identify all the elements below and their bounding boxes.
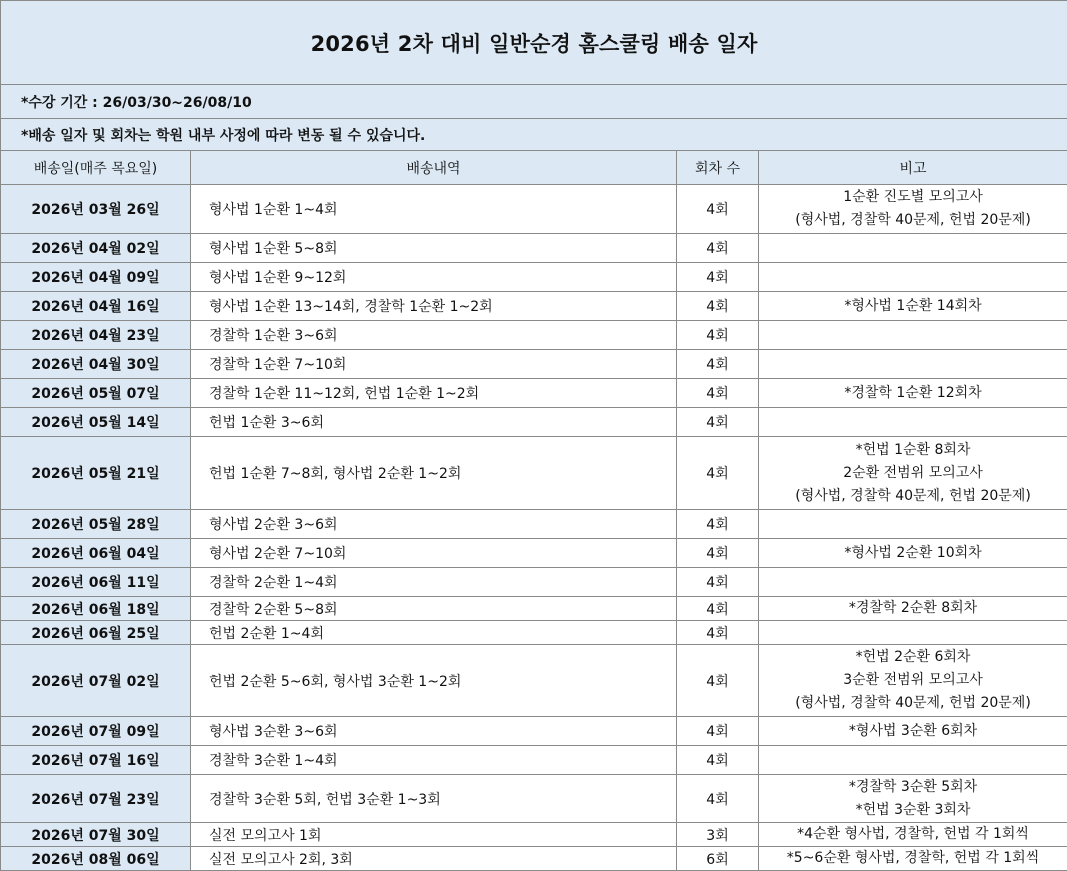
delivery-date: 2026년 03월 26일: [1, 185, 191, 234]
session-count: 4회: [677, 437, 759, 510]
change-notice-note: *배송 일자 및 회차는 학원 내부 사정에 따라 변동 될 수 있습니다.: [1, 119, 1067, 151]
delivery-content: 헌법 2순환 1~4회: [191, 621, 677, 645]
remark-line: *형사법 3순환 6회차: [759, 720, 1067, 743]
remarks-cell: [759, 350, 1067, 379]
remark-line: 3순환 전범위 모의고사: [759, 669, 1067, 692]
table-row: [1, 568, 1067, 597]
table-row: [1, 263, 1067, 292]
remarks-cell: [759, 847, 1067, 871]
session-count: 4회: [677, 263, 759, 292]
delivery-date: 2026년 07월 23일: [1, 775, 191, 823]
delivery-content: 형사법 1순환 9~12회: [191, 263, 677, 292]
table-row: [1, 823, 1067, 847]
table-row: [1, 234, 1067, 263]
delivery-date: 2026년 04월 09일: [1, 263, 191, 292]
table-row: [1, 717, 1067, 746]
delivery-date: 2026년 06월 25일: [1, 621, 191, 645]
column-header-content: 배송내역: [191, 151, 677, 185]
delivery-content: 경찰학 1순환 11~12회, 헌법 1순환 1~2회: [191, 379, 677, 408]
remarks-cell: [759, 775, 1067, 823]
table-row: [1, 539, 1067, 568]
delivery-content: 형사법 1순환 1~4회: [191, 185, 677, 234]
remarks-cell: [759, 823, 1067, 847]
title-row: [1, 1, 1067, 85]
remark-line: *경찰학 3순환 5회차: [759, 776, 1067, 799]
remarks-cell: [759, 437, 1067, 510]
delivery-content: 경찰학 3순환 5회, 헌법 3순환 1~3회: [191, 775, 677, 823]
remark-line: (형사법, 경찰학 40문제, 헌법 20문제): [759, 209, 1067, 232]
remarks-cell: [759, 321, 1067, 350]
remarks-cell: [759, 510, 1067, 539]
session-count: 4회: [677, 185, 759, 234]
session-count: 4회: [677, 597, 759, 621]
session-count: 4회: [677, 645, 759, 717]
column-header-remarks: 비고: [759, 151, 1067, 185]
delivery-content: 헌법 1순환 7~8회, 형사법 2순환 1~2회: [191, 437, 677, 510]
remark-line: *4순환 형사법, 경찰학, 헌법 각 1회씩: [759, 823, 1067, 846]
delivery-content: 경찰학 1순환 3~6회: [191, 321, 677, 350]
session-count: 4회: [677, 746, 759, 775]
session-count: 4회: [677, 350, 759, 379]
remarks-cell: [759, 645, 1067, 717]
remarks-cell: [759, 263, 1067, 292]
table-row: [1, 437, 1067, 510]
course-period-note: *수강 기간 : 26/03/30~26/08/10: [1, 85, 1067, 119]
delivery-date: 2026년 04월 16일: [1, 292, 191, 321]
remarks-cell: [759, 746, 1067, 775]
remark-line: *형사법 2순환 10회차: [759, 542, 1067, 565]
remark-line: *헌법 1순환 8회차: [759, 439, 1067, 462]
delivery-date: 2026년 07월 02일: [1, 645, 191, 717]
table-row: [1, 746, 1067, 775]
remarks-cell: [759, 408, 1067, 437]
remark-line: *5~6순환 형사법, 경찰학, 헌법 각 1회씩: [759, 847, 1067, 870]
remark-line: (형사법, 경찰학 40문제, 헌법 20문제): [759, 485, 1067, 508]
delivery-date: 2026년 07월 30일: [1, 823, 191, 847]
table-row: [1, 185, 1067, 234]
remarks-cell: [759, 292, 1067, 321]
session-count: 6회: [677, 847, 759, 871]
delivery-date: 2026년 05월 07일: [1, 379, 191, 408]
delivery-content: 경찰학 2순환 5~8회: [191, 597, 677, 621]
delivery-content: 경찰학 1순환 7~10회: [191, 350, 677, 379]
delivery-date: 2026년 05월 14일: [1, 408, 191, 437]
column-header-row: [1, 151, 1067, 185]
session-count: 4회: [677, 539, 759, 568]
remark-line: *헌법 2순환 6회차: [759, 646, 1067, 669]
delivery-date: 2026년 07월 16일: [1, 746, 191, 775]
remark-line: *헌법 3순환 3회차: [759, 799, 1067, 822]
column-header-count: 회차 수: [677, 151, 759, 185]
delivery-date: 2026년 06월 11일: [1, 568, 191, 597]
remarks-cell: [759, 539, 1067, 568]
delivery-content: 헌법 2순환 5~6회, 형사법 3순환 1~2회: [191, 645, 677, 717]
column-header-date: 배송일(매주 목요일): [1, 151, 191, 185]
remark-line: 1순환 진도별 모의고사: [759, 186, 1067, 209]
delivery-content: 실전 모의고사 1회: [191, 823, 677, 847]
remarks-cell: [759, 379, 1067, 408]
delivery-content: 실전 모의고사 2회, 3회: [191, 847, 677, 871]
table-row: [1, 379, 1067, 408]
delivery-content: 형사법 1순환 13~14회, 경찰학 1순환 1~2회: [191, 292, 677, 321]
remarks-cell: [759, 597, 1067, 621]
session-count: 4회: [677, 321, 759, 350]
page-title: 2026년 2차 대비 일반순경 홈스쿨링 배송 일자: [1, 1, 1067, 85]
delivery-content: 형사법 2순환 7~10회: [191, 539, 677, 568]
delivery-date: 2026년 04월 23일: [1, 321, 191, 350]
remarks-cell: [759, 185, 1067, 234]
delivery-content: 경찰학 2순환 1~4회: [191, 568, 677, 597]
remarks-cell: [759, 621, 1067, 645]
schedule-body: [1, 1, 1067, 871]
remarks-cell: [759, 568, 1067, 597]
remark-line: (형사법, 경찰학 40문제, 헌법 20문제): [759, 692, 1067, 715]
session-count: 4회: [677, 379, 759, 408]
table-row: [1, 847, 1067, 871]
session-count: 4회: [677, 621, 759, 645]
table-row: [1, 510, 1067, 539]
delivery-date: 2026년 06월 18일: [1, 597, 191, 621]
remark-line: 2순환 전범위 모의고사: [759, 462, 1067, 485]
session-count: 4회: [677, 408, 759, 437]
delivery-date: 2026년 05월 21일: [1, 437, 191, 510]
session-count: 4회: [677, 510, 759, 539]
table-row: [1, 645, 1067, 717]
delivery-content: 형사법 2순환 3~6회: [191, 510, 677, 539]
session-count: 4회: [677, 292, 759, 321]
table-row: [1, 621, 1067, 645]
delivery-content: 형사법 3순환 3~6회: [191, 717, 677, 746]
remarks-cell: [759, 234, 1067, 263]
session-count: 4회: [677, 568, 759, 597]
session-count: 3회: [677, 823, 759, 847]
session-count: 4회: [677, 775, 759, 823]
table-row: [1, 775, 1067, 823]
table-row: [1, 292, 1067, 321]
table-row: [1, 350, 1067, 379]
remark-line: *경찰학 1순환 12회차: [759, 382, 1067, 405]
session-count: 4회: [677, 234, 759, 263]
delivery-date: 2026년 05월 28일: [1, 510, 191, 539]
remarks-cell: [759, 717, 1067, 746]
session-count: 4회: [677, 717, 759, 746]
delivery-date: 2026년 04월 02일: [1, 234, 191, 263]
note-row: [1, 85, 1067, 119]
table-row: [1, 408, 1067, 437]
remark-line: *형사법 1순환 14회차: [759, 295, 1067, 318]
table-row: [1, 597, 1067, 621]
remark-line: *경찰학 2순환 8회차: [759, 597, 1067, 620]
delivery-content: 경찰학 3순환 1~4회: [191, 746, 677, 775]
delivery-date: 2026년 04월 30일: [1, 350, 191, 379]
delivery-date: 2026년 08월 06일: [1, 847, 191, 871]
note-row: [1, 119, 1067, 151]
delivery-date: 2026년 06월 04일: [1, 539, 191, 568]
delivery-content: 형사법 1순환 5~8회: [191, 234, 677, 263]
delivery-date: 2026년 07월 09일: [1, 717, 191, 746]
table-row: [1, 321, 1067, 350]
delivery-content: 헌법 1순환 3~6회: [191, 408, 677, 437]
